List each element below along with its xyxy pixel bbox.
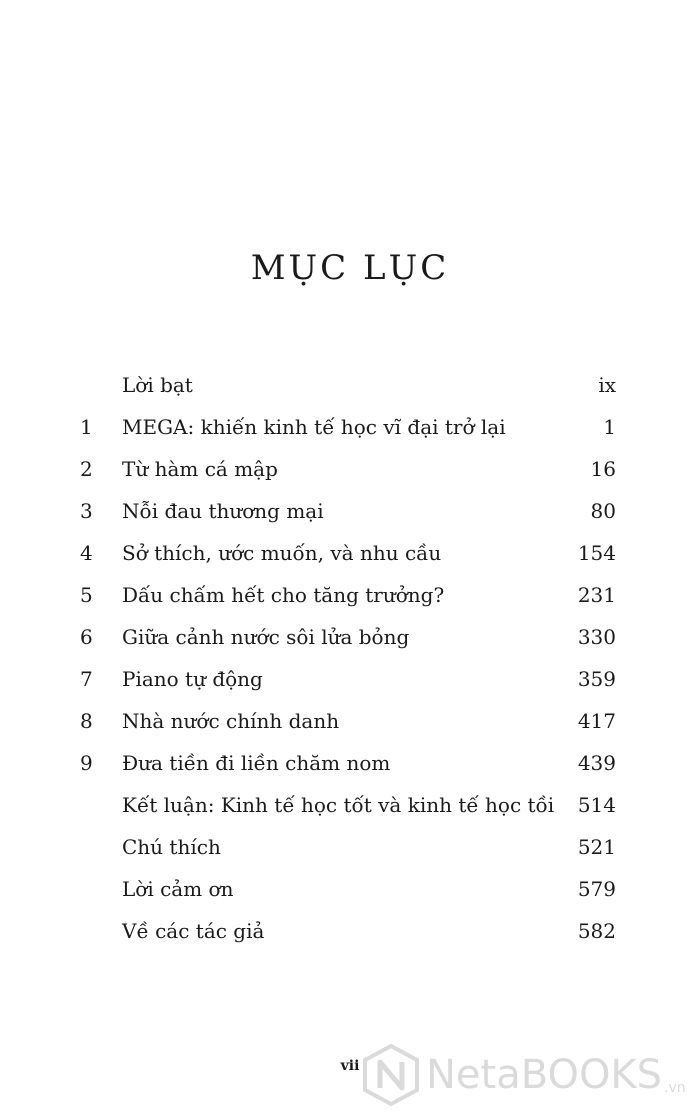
chapter-number: 5 [80, 583, 93, 607]
watermark-suffix: .vn [664, 1080, 686, 1096]
page-number: 521 [577, 835, 616, 859]
toc-entry [80, 790, 616, 832]
page-number: 579 [577, 877, 616, 901]
chapter-title: MEGA: khiến kinh tế học vĩ đại trở lại [122, 415, 506, 439]
page-number: 80 [590, 499, 616, 523]
chapter-title: Đưa tiền đi liền chăm nom [122, 751, 391, 775]
chapter-title: Nỗi đau thương mại [122, 499, 324, 523]
page-number: ix [598, 373, 616, 397]
page-number: 439 [577, 751, 616, 775]
toc-entry [80, 496, 616, 538]
toc-entry [80, 832, 616, 874]
chapter-title: Lời cảm ơn [122, 877, 234, 901]
chapter-title: Từ hàm cá mập [122, 457, 278, 481]
toc-entry [80, 412, 616, 454]
chapter-number: 6 [80, 625, 93, 649]
page-number: 231 [577, 583, 616, 607]
toc-entry [80, 580, 616, 622]
toc-entry [80, 622, 616, 664]
chapter-number: 2 [80, 457, 93, 481]
page-title: MỤC LỤC [250, 248, 450, 288]
page-number: 16 [590, 457, 616, 481]
chapter-title: Nhà nước chính danh [122, 709, 340, 733]
chapter-title: Chú thích [122, 835, 221, 859]
table-of-contents [80, 370, 616, 958]
page-number: 330 [577, 625, 616, 649]
chapter-title: Lời bạt [122, 373, 193, 397]
chapter-number: 9 [80, 751, 93, 775]
page-number: 359 [577, 667, 616, 691]
toc-entry [80, 538, 616, 580]
watermark [362, 1040, 686, 1110]
toc-entry [80, 748, 616, 790]
toc-entry [80, 370, 616, 412]
chapter-title: Sở thích, ước muốn, và nhu cầu [122, 541, 442, 565]
page-folio: vii [340, 1058, 360, 1074]
page-number: 1 [603, 415, 616, 439]
chapter-title: Về các tác giả [122, 919, 265, 943]
chapter-number: 7 [80, 667, 93, 691]
toc-entry [80, 706, 616, 748]
chapter-title: Kết luận: Kinh tế học tốt và kinh tế học tồi [122, 793, 555, 817]
toc-entry [80, 874, 616, 916]
chapter-number: 1 [80, 415, 93, 439]
toc-entry [80, 664, 616, 706]
chapter-number: 4 [80, 541, 93, 565]
chapter-number: 8 [80, 709, 93, 733]
toc-entry [80, 916, 616, 958]
toc-entry [80, 454, 616, 496]
chapter-title: Giữa cảnh nước sôi lửa bỏng [122, 625, 410, 649]
page-number: 582 [577, 919, 616, 943]
watermark-brand: NetaBOOKS [426, 1052, 663, 1098]
chapter-title: Piano tự động [122, 667, 263, 691]
page-number: 514 [577, 793, 616, 817]
neta-logo-icon [362, 1044, 420, 1106]
chapter-number: 3 [80, 499, 93, 523]
chapter-title: Dấu chấm hết cho tăng trưởng? [122, 583, 445, 607]
page-number: 417 [577, 709, 616, 733]
page-number: 154 [577, 541, 616, 565]
